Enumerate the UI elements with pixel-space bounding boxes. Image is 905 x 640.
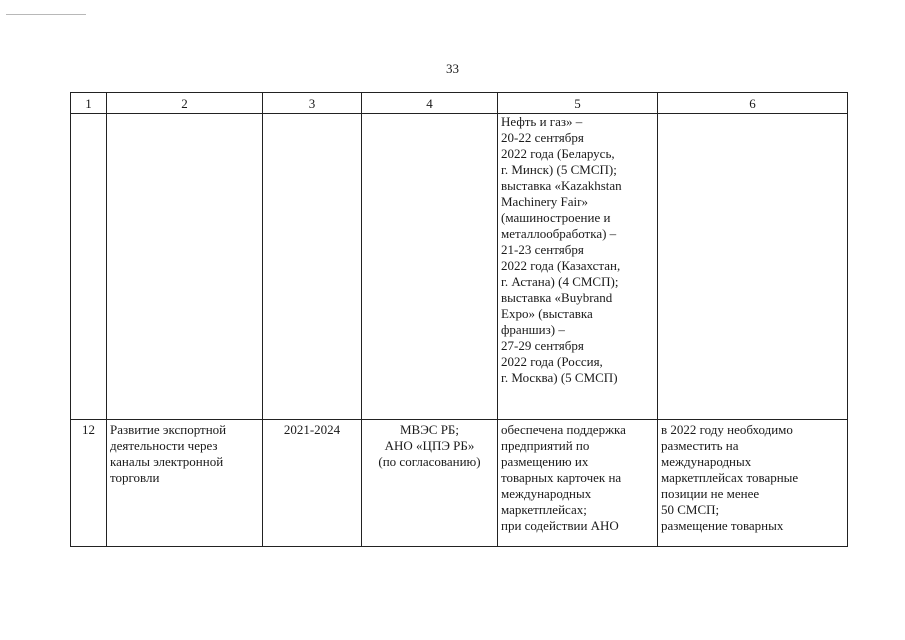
text-line: размещению их: [501, 454, 589, 469]
text-line: 20-22 сентября: [501, 130, 584, 145]
text-line: АНО «ЦПЭ РБ»: [384, 438, 475, 453]
cell-events-continued: [498, 114, 658, 420]
text-line: размещение товарных: [661, 518, 784, 533]
text-line: г. Астана) (4 СМСП);: [501, 274, 619, 289]
text-line: деятельности через: [110, 438, 218, 453]
table-row-12: [71, 420, 848, 547]
plan-table: [70, 92, 848, 547]
cell-executors: [362, 420, 498, 547]
text-line: товарных карточек на: [501, 470, 622, 485]
header-cell-2: 2: [107, 93, 263, 114]
text-line: МВЭС РБ;: [399, 422, 460, 437]
page-number: 33: [446, 61, 459, 76]
text-line: 21-23 сентября: [501, 242, 584, 257]
text-line: в 2022 году необходимо: [661, 422, 793, 437]
cell-empty: [71, 114, 107, 420]
table-header-row: [71, 93, 848, 114]
text-line: Expo» (выставка: [501, 306, 593, 321]
cell-empty: [362, 114, 498, 420]
text-line: маркетплейсах товарные: [661, 470, 799, 485]
cell-indicators: [658, 420, 848, 547]
cell-empty: [658, 114, 848, 420]
text-line: (по согласованию): [378, 454, 481, 469]
header-cell-1: 1: [71, 93, 107, 114]
cell-results: [498, 420, 658, 547]
header-cell-4: 4: [362, 93, 498, 114]
text-line: каналы электронной: [110, 454, 224, 469]
cell-empty: [263, 114, 362, 420]
text-line: при содействии АНО: [501, 518, 619, 533]
text-line: международных: [661, 454, 752, 469]
text-line: 2022 года (Россия,: [501, 354, 603, 369]
text-line: Развитие экспортной: [110, 422, 227, 437]
text-line: маркетплейсах;: [501, 502, 587, 517]
header-cell-5: 5: [498, 93, 658, 114]
text-line: г. Минск) (5 СМСП);: [501, 162, 617, 177]
scan-artifact-line: [6, 14, 86, 15]
text-line: позиции не менее: [661, 486, 760, 501]
cell-period: 2021-2024: [263, 420, 362, 547]
table-row-continued: [71, 114, 848, 420]
cell-activity-name: [107, 420, 263, 547]
header-cell-6: 6: [658, 93, 848, 114]
text-line: франшиз) –: [501, 322, 565, 337]
text-line: 50 СМСП;: [661, 502, 720, 517]
text-line: обеспечена поддержка: [501, 422, 626, 437]
text-line: Нефть и газ» –: [501, 114, 583, 129]
header-cell-3: 3: [263, 93, 362, 114]
text-line: разместить на: [661, 438, 739, 453]
text-line: 2022 года (Казахстан,: [501, 258, 621, 273]
text-line: международных: [501, 486, 592, 501]
text-line: г. Москва) (5 СМСП): [501, 370, 618, 385]
text-line: (машиностроение и: [501, 210, 611, 225]
text-line: 27-29 сентября: [501, 338, 584, 353]
text-line: выставка «Kazakhstan: [501, 178, 622, 193]
text-line: выставка «Buybrand: [501, 290, 613, 305]
text-line: 2022 года (Беларусь,: [501, 146, 615, 161]
cell-empty: [107, 114, 263, 420]
text-line: торговли: [110, 470, 160, 485]
text-line: металлообработка) –: [501, 226, 617, 241]
text-line: Machinery Fair»: [501, 194, 589, 209]
row-number: 12: [71, 420, 107, 547]
text-line: предприятий по: [501, 438, 590, 453]
